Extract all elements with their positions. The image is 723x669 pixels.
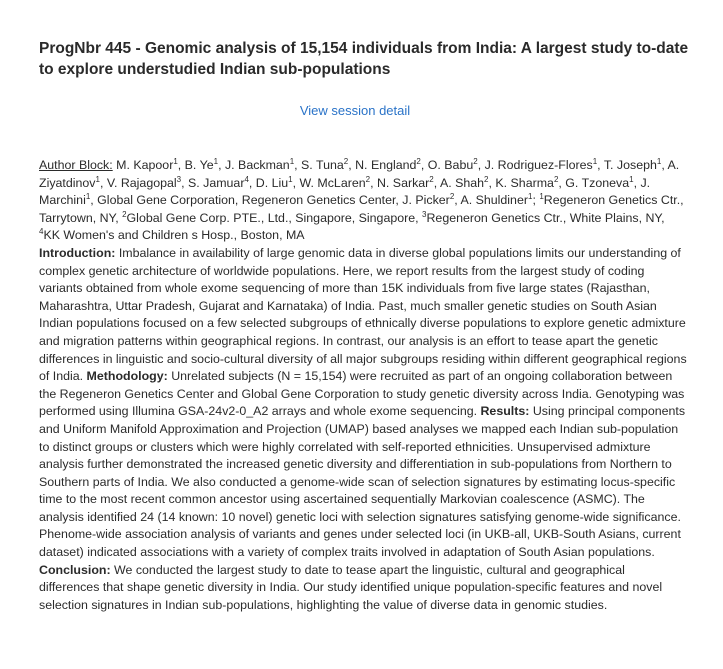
author-separator: , [294,158,302,172]
author-name: K. Sharma [495,175,554,190]
author-separator: , [248,175,256,190]
section-label: Methodology: [86,369,168,384]
author-separator: , [370,175,377,190]
author-separator: , [99,175,107,190]
author-separator: , [454,193,461,208]
affiliation-index: 2 [122,209,127,219]
author-affiliation-index: 2 [429,174,434,184]
author-name: O. Babu [427,158,474,172]
author-affiliation-index: 1 [527,192,533,202]
author-block-label: Author Block: [39,158,113,172]
author-affiliation-index: 1 [95,174,100,184]
author-name: M. Kapoor [116,158,174,172]
view-session-detail-link[interactable]: View session detail [299,103,411,118]
affiliation-text: Regeneron Genetics Ctr., Tarrytown, NY, [39,193,684,225]
author-affiliation-index: 2 [343,156,349,166]
author-affiliation-index: 1 [213,156,219,166]
author-name: D. Liu [255,175,289,190]
author-separator: , [633,175,641,190]
author-separator: , [292,175,300,190]
author-name: A. Shuldiner [460,193,528,208]
author-affiliation-index: 2 [484,174,489,184]
section-text: Imbalance in availability of large genomic data in diverse global populations limits our understanding of complex genetic architecture of worldwide populations. Here, we report results from the largest study of coding variants obtained from whole exome sequencing of more than 15K individuals from five large states (Rajasthan, Maharashtra, Uttar Pradesh, Gujarat and Karnataka) of India. Past, much smaller genetic studies on South Asian Indian populations focused on a few selected subgroups of ethnically diverse populations to explore genetic admixture and migration patterns within geographical regions. In contrast, our analysis is an effort to tease apart the genetic differences in linguistic and socio-cultural diversity of all major subgroups residing within different geographical regions of India. [39,245,687,384]
abstract-sections [39,246,687,612]
section-label: Results: [480,404,530,419]
author-name: A. Shah [439,175,485,190]
author-name: W. McLaren [299,175,366,190]
abstract-page [39,38,689,614]
affiliation-index: 4 [39,227,44,237]
affiliation-text: Regeneron Genetics Ctr., White Plains, NY, [426,210,665,225]
author-separator: , [477,158,485,172]
author-name: T. Joseph [603,158,657,172]
author-affiliation-index: 1 [173,156,178,166]
author-affiliation-index: 2 [416,156,421,166]
author-name: A. Ziyatdinov [39,158,680,190]
author-affiliation-index: 1 [656,156,662,166]
abstract-text [39,157,687,614]
author-separator: , [558,175,566,190]
author-name: J. Backman [224,158,290,172]
author-affiliation-index: 2 [473,156,478,166]
affiliation-text: Global Gene Corp. PTE., Ltd., Singapore, Singapore, [126,210,423,225]
author-name: N. Sarkar [376,175,430,190]
author-name: J. Marchini [39,175,651,208]
affiliation-index: 3 [422,209,427,219]
author-name: B. Ye [184,158,214,172]
author-affiliation-index: 2 [553,174,559,184]
author-separator: , [661,158,668,172]
author-name: S. Tuna [301,158,344,172]
author-affiliation-index: 3 [176,174,182,184]
author-separator: , [218,158,225,172]
author-separator: , [597,158,604,172]
section-label: Introduction: [39,245,116,260]
author-affiliation-index: 1 [85,192,91,202]
author-name: J. Rodriguez-Flores [484,158,593,172]
session-link-row [21,102,689,120]
author-separator: , [181,175,188,190]
author-affiliation-index: 4 [244,174,249,184]
section-text: Unrelated subjects (N = 15,154) were recruited as part of an ongoing collaboration between the Regeneron Genetics Center and Global Gene Corporation to study genetic diversity across India. Genotyping was performed using Illumina GSA-24v2-0_A2 arrays and whole exome sequencing. [39,369,685,419]
author-name: Global Gene Corporation, Regeneron Genetics Center, J. Picker [97,193,450,208]
abstract-body [39,157,687,614]
affiliation-text: KK Women's and Children s Hosp., Boston, MA [43,228,305,243]
affiliation-index: 1 [539,192,544,202]
section-text: We conducted the largest study to date to tease apart the linguistic, cultural and geographical differences that shape genetic diversity in India. Our study identified unique population-specific features and novel selection signatures in Indian sub-populations, highlighting the value of diverse data in genomic studies. [39,562,663,612]
author-separator: , [433,175,440,190]
author-affiliation-index: 1 [629,174,634,184]
author-name: N. England [355,158,417,172]
author-name: V. Rajagopal [106,175,177,190]
author-separator: , [488,175,496,190]
author-affiliation-index: 2 [365,174,371,184]
page-title: ProgNbr 445 - Genomic analysis of 15,154 individuals from India: A largest study to-date to explore understudied Indian sub-populations [39,40,689,78]
section-label: Conclusion: [39,562,111,577]
author-affiliation-index: 2 [449,192,455,202]
author-affiliation-index: 1 [288,174,293,184]
author-affiliation-index: 1 [289,156,295,166]
author-separator: ; [532,193,536,208]
author-separator: , [420,158,428,172]
author-affiliation-index: 1 [592,156,598,166]
section-text: Using principal components and Uniform Manifold Approximation and Projection (UMAP) based analyses we mapped each Indian sub-population to distinct groups or clusters which were highly correlated with self-reported ethnicities. Unsupervised admixture analysis further demonstrated the increased genetic diversity and differentiation in sub-populations from Northern to Southern parts of India. We also conducted a genome-wide scan of selection signatures by estimating locus-specific time to the most recent common ancestor using ascertained sequentially Markovian coalescence (ASMC). The analysis identified 24 (14 known: 10 novel) genetic loci with selection signatures satisfying genome-wide significance. Phenome-wide association analysis of variants and genes under selected loci (in UKB-all, UKB-South Asians, current dataset) indicated associations with a variety of complex traits involved in adaptation of South Asian populations. [39,404,686,560]
author-name: S. Jamuar [187,175,245,190]
author-separator: , [90,193,98,208]
author-name: G. Tzoneva [565,175,630,190]
author-separator: , [177,158,185,172]
author-separator: , [348,158,356,172]
